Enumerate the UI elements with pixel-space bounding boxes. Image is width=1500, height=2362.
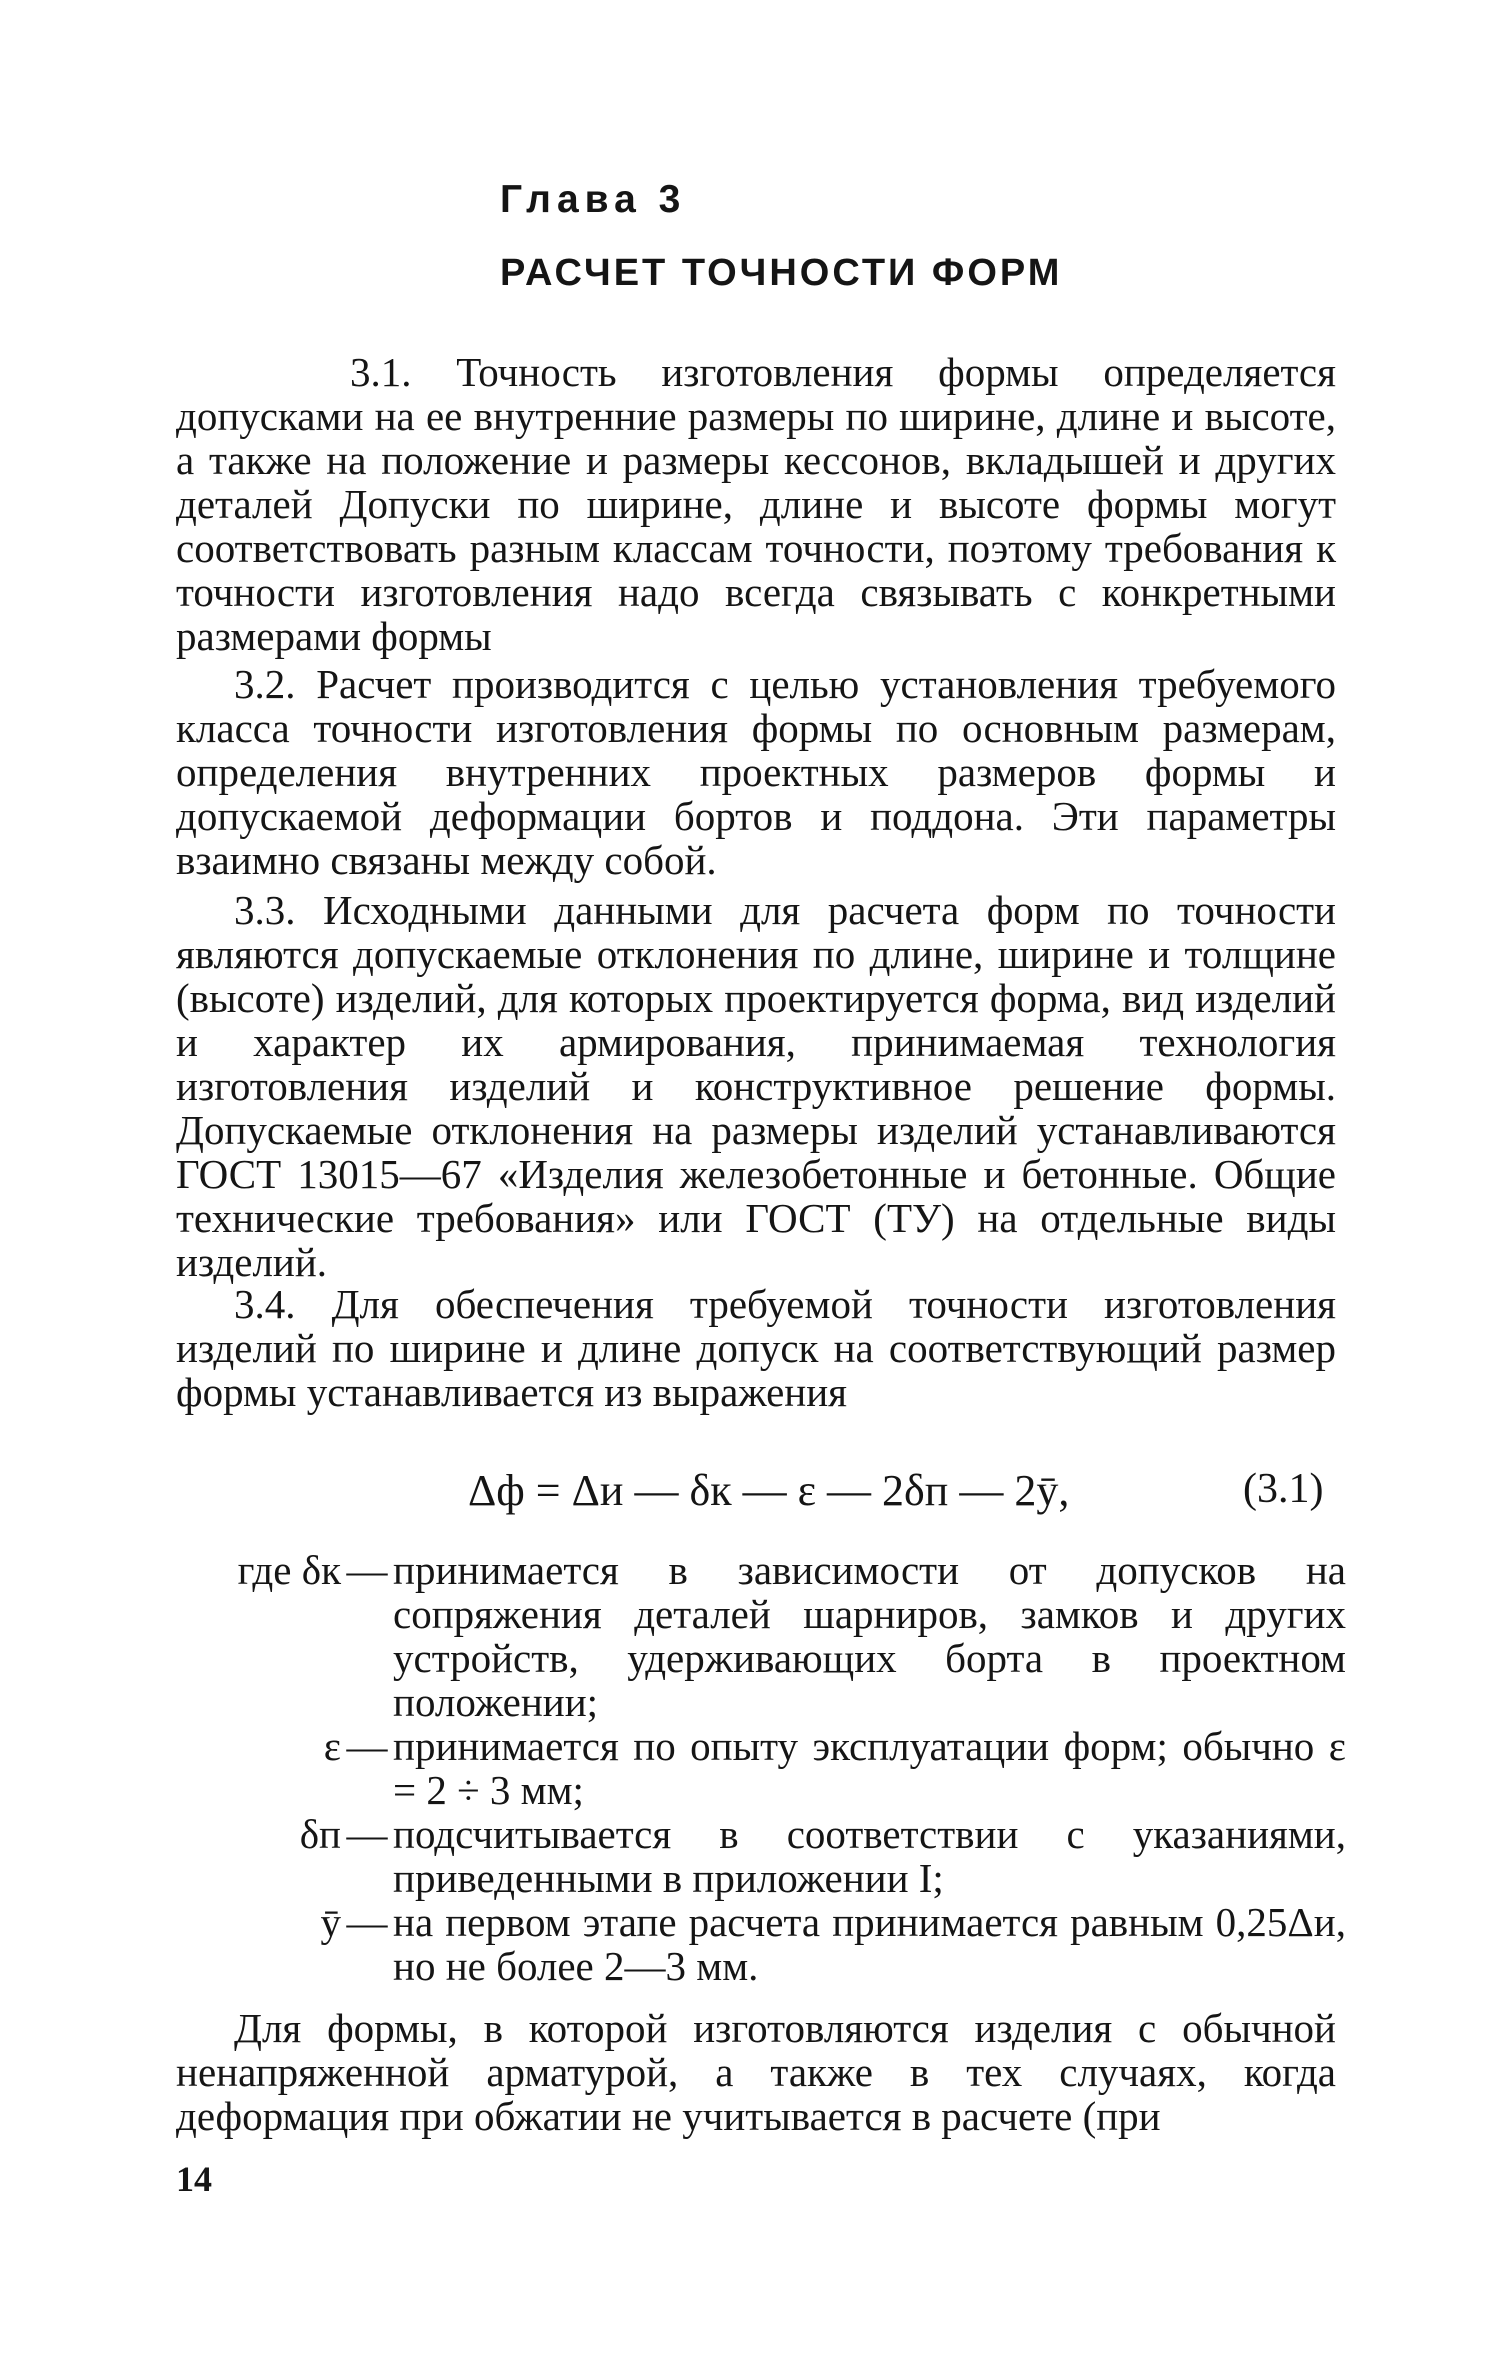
paragraph-3-2 — [176, 662, 1336, 882]
chapter-title: РАСЧЕТ ТОЧНОСТИ ФОРМ — [500, 252, 1063, 294]
formula-number: (3.1) — [1243, 1466, 1324, 1512]
paragraph-3-4 — [176, 1282, 1336, 1414]
definition-symbol: ε — [323, 1723, 341, 1769]
paragraph-text: Расчет производится с целью установления требуемого класса точности изготовления формы по основным размерам, определения внутренних проектных размеров формы и допускаемой деформации бортов и поддона. Эти параметры взаимно связаны между собой. — [176, 661, 1336, 883]
page-number: 14 — [176, 2159, 212, 2199]
definition-text: подсчитывается в соответствии с указаниями, приведенными в приложении I; — [393, 1811, 1346, 1901]
paragraph-text: Исходными данными для расчета форм по точности являются допускаемые отклонения по длине, ширине и толщине (высоте) изделий, для которых проектируется форма, вид изделий и характер их армирования, принимаемая технология изготовления изделий и конструктивное решение формы. Допускаемые отклонения на размеры изделий устанавливаются ГОСТ 13015—67 «Изделия железобетонные и бетонные. Общие технические требования» или ГОСТ (ТУ) на отдельные виды изделий. — [176, 887, 1336, 1285]
definition-text: на первом этапе расчета принимается равным 0,25Δи, но не более 2—3 мм. — [393, 1899, 1346, 1989]
paragraph-number: 3.4. — [234, 1281, 296, 1327]
paragraph-number: 3.2. — [234, 661, 296, 707]
paragraph-text: Точность изготовления формы определяется допусками на ее внутренние размеры по ширине, длине и высоте, а также на положение и размеры кессонов, вкладышей и других деталей Допуски по ширине, длине и высоте формы могут соответствовать разным классам точности, поэтому требования к точности изготовления надо всегда связывать с конкретными размерами формы — [176, 349, 1336, 659]
paragraph-number: 3.3. — [234, 887, 296, 933]
definition-symbol: ȳ — [320, 1899, 341, 1945]
definition-dash: — — [346, 1899, 388, 1945]
definition-dash: — — [346, 1547, 388, 1593]
paragraph-text: Для обеспечения требуемой точности изготовления изделий по ширине и длине допуск на соответствующий размер формы устанавливается из выражения — [176, 1281, 1336, 1415]
paragraph-3-3 — [176, 888, 1336, 1284]
closing-paragraph — [176, 2006, 1336, 2138]
formula-3-1: Δф = Δи — δк — ε — 2δп — 2ȳ, — [468, 1466, 1070, 1515]
paragraph-number: 3.1. — [350, 349, 412, 395]
paragraph-text: Для формы, в которой изготовляются изделия с обычной ненапряженной арматурой, а также в тех случаях, когда деформация при обжатии не учитывается в расчете (при — [176, 2005, 1336, 2139]
definition-symbol: δп — [299, 1811, 341, 1857]
definitions-list — [176, 1548, 1346, 1988]
definition-row — [176, 1724, 1346, 1812]
chapter-label: Глава 3 — [500, 178, 687, 221]
definition-dash: — — [346, 1723, 388, 1769]
definition-text: принимается в зависимости от допусков на сопряжения деталей шарниров, замков и других устройств, удерживающих борта в проектном положении; — [393, 1547, 1346, 1725]
definition-row — [176, 1900, 1346, 1988]
definition-dash: — — [346, 1811, 388, 1857]
definition-symbol: δк — [301, 1547, 341, 1593]
paragraph-3-1 — [176, 350, 1336, 658]
definition-row — [176, 1812, 1346, 1900]
definitions-intro: где — [237, 1547, 292, 1593]
definition-text: принимается по опыту эксплуатации форм; обычно ε = 2 ÷ 3 мм; — [393, 1723, 1346, 1813]
definition-row — [176, 1548, 1346, 1724]
